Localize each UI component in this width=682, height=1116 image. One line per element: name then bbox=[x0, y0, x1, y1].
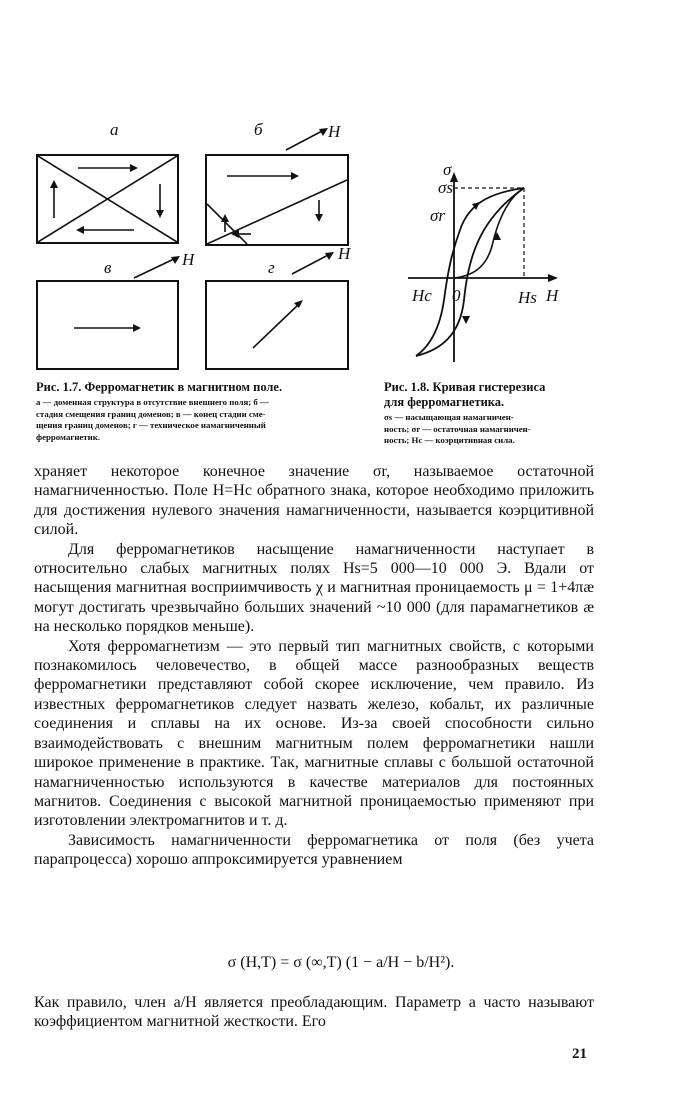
page-number: 21 bbox=[572, 1046, 587, 1062]
panel-field-v: H bbox=[182, 250, 195, 269]
label-hc: Hc bbox=[412, 286, 432, 305]
body-text-end bbox=[34, 993, 594, 1032]
figure-1-8-caption-title-1: Рис. 1.8. Кривая гистерезиса bbox=[384, 380, 546, 394]
paragraph: Для ферромагнетиков насыщение намагниченности наступает в относительно слабых магнитных полях Hs=5 000—10 000 Э. Вдали от насыщения магнитная восприимчивость χ и магнитная проницаемость μ = 1+4πæ могут достигать чрезвычайно больших значений ~10 000 (для парамагнетиков æ на несколько порядков меньше). bbox=[34, 540, 594, 636]
figure-1-7-caption-body bbox=[36, 397, 366, 443]
field-arrow-v bbox=[132, 254, 182, 280]
panel-g-arrow bbox=[207, 282, 347, 368]
panel-field-g: H bbox=[338, 244, 351, 263]
panel-a-arrows bbox=[38, 156, 177, 242]
axis-label-sigma: σ bbox=[443, 160, 452, 179]
caption-line: щения границ доменов; г — техническое намагниченный bbox=[36, 420, 266, 430]
panel-a-domains bbox=[36, 154, 179, 244]
figure-1-8-caption-title-2: для ферромагнетика. bbox=[384, 395, 505, 409]
label-sigma-r: σr bbox=[430, 206, 445, 225]
caption-line: σs — насыщающая намагничен- bbox=[384, 412, 514, 422]
panel-b-domains bbox=[205, 154, 349, 246]
caption-line: стадия смещения границ доменов; в — конец стадии сме- bbox=[36, 408, 266, 419]
panel-g-domain bbox=[205, 280, 349, 370]
panel-letter-a: а bbox=[110, 120, 119, 139]
panel-v-arrow bbox=[38, 282, 177, 368]
formula: σ (H,T) = σ (∞,T) (1 − a/H − b/H²). bbox=[227, 954, 455, 971]
paragraph: Зависимость намагниченности ферромагнетика от поля (без учета парапроцесса) хорошо аппроксимируется уравнением bbox=[34, 831, 594, 869]
paragraph: храняет некоторое конечное значение σr, называемое остаточной намагниченностью. Поле H=Hc обратного знака, которое необходимо приложить для достижения нулевого значения намагниченности, называется коэрцитивной силой. bbox=[34, 463, 594, 539]
caption-line: а — доменная структура в отсутствие внешнего поля; б — bbox=[36, 397, 269, 407]
panel-letter-b: б bbox=[254, 120, 263, 139]
panel-v-domain bbox=[36, 280, 179, 370]
panel-field-b: H bbox=[328, 122, 341, 141]
field-arrow-g bbox=[290, 250, 336, 276]
panel-b-arrows bbox=[207, 156, 347, 244]
panel-letter-v: в bbox=[104, 258, 112, 277]
label-hs: Hs bbox=[518, 288, 537, 307]
paragraph: Как правило, член a/H является преобладающим. Параметр a часто называют коэффициентом магнитной жесткости. Его bbox=[34, 994, 594, 1031]
caption-line: ферромагнетик. bbox=[36, 431, 100, 442]
panel-letter-g: г bbox=[268, 258, 275, 277]
caption-line: ность; Hc — коэрцитивная сила. bbox=[384, 435, 515, 445]
axis-label-h: H bbox=[546, 286, 559, 305]
hysteresis-plot bbox=[400, 150, 600, 370]
label-sigma-s: σs bbox=[438, 178, 453, 197]
paragraph: Хотя ферромагнетизм — это первый тип магнитных свойств, с которыми познакомилось человечество, в общей массе разнообразных веществ ферромагнетики представляют собой скорее исключение, чем правило. Из известных ферромагнетиков следует назвать железо, кобальт, их различные соединения и сплавы на их основе. Из-за своей способности сильно взаимодействовать с внешним магнитным полем ферромагнетики нашли широкое применение в практике. Так, магнитные сплавы с большой остаточной намагниченностью используются в качестве материалов для постоянных магнитов. Соединения с высокой магнитной проницаемостью применяют при изготовлении электромагнитов и т. д. bbox=[34, 637, 594, 830]
body-text bbox=[34, 462, 594, 870]
caption-line: ность; σr — остаточная намагничен- bbox=[384, 423, 531, 434]
label-origin: 0 bbox=[452, 286, 461, 305]
figure-1-7-caption-title: Рис. 1.7. Ферромагнетик в магнитном поле. bbox=[36, 380, 283, 394]
figure-1-8-caption-body bbox=[384, 412, 614, 447]
field-arrow-b bbox=[284, 126, 330, 152]
